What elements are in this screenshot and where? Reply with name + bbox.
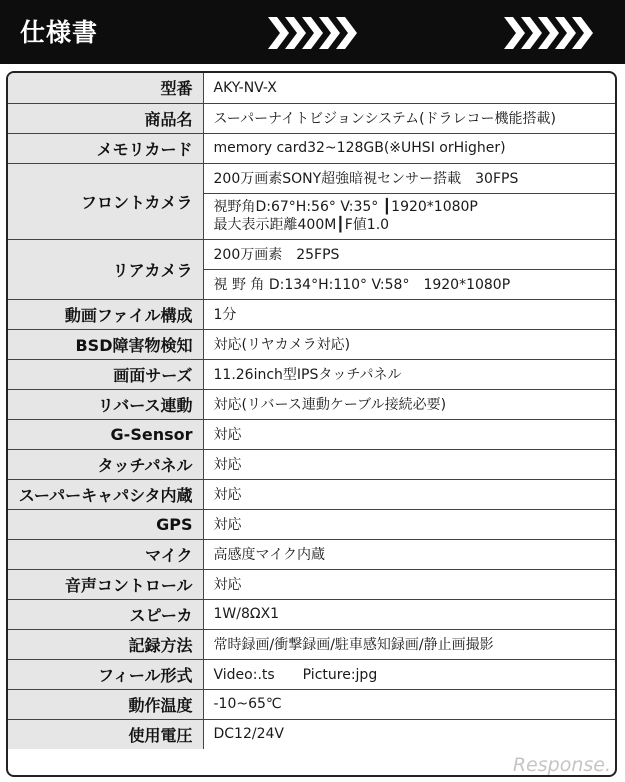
- spec-value: [203, 193, 615, 239]
- table-row: [8, 299, 615, 329]
- spec-value: 視 野 角 D:134°H:110° V:58° 1920*1080P: [203, 269, 615, 299]
- table-row: [8, 133, 615, 163]
- spec-label: GPS: [8, 509, 203, 539]
- header-bar: [0, 0, 625, 64]
- spec-value: 200万画素 25FPS: [203, 239, 615, 269]
- table-row: [8, 239, 615, 269]
- chevrons-icon: [268, 17, 358, 49]
- table-row: [8, 103, 615, 133]
- table-row: [8, 689, 615, 719]
- spec-label: 画面サーズ: [8, 359, 203, 389]
- table-row: [8, 163, 615, 193]
- table-row: [8, 359, 615, 389]
- spec-value: 対応: [203, 479, 615, 509]
- spec-value: -10~65℃: [203, 689, 615, 719]
- spec-label: 記録方法: [8, 629, 203, 659]
- spec-table: [6, 71, 617, 777]
- table-row: [8, 719, 615, 749]
- spec-label: リアカメラ: [8, 239, 203, 299]
- spec-label: フィール形式: [8, 659, 203, 689]
- spec-value: 11.26inch型IPSタッチパネル: [203, 359, 615, 389]
- spec-value: 高感度マイク内蔵: [203, 539, 615, 569]
- table-row: [8, 479, 615, 509]
- spec-value: 対応(リヤカメラ対応): [203, 329, 615, 359]
- spec-value: 1W/8ΩX1: [203, 599, 615, 629]
- spec-value: 対応: [203, 509, 615, 539]
- spec-label: スーパーキャパシタ内蔵: [8, 479, 203, 509]
- table-row: [8, 389, 615, 419]
- table-row: [8, 629, 615, 659]
- spec-value: Video:.ts Picture:jpg: [203, 659, 615, 689]
- table-row: [8, 539, 615, 569]
- page-title: 仕様書: [20, 18, 99, 47]
- spec-value-line: 最大表示距離400M┃F値1.0: [213, 217, 390, 233]
- spec-label: 使用電圧: [8, 719, 203, 749]
- spec-label: 音声コントロール: [8, 569, 203, 599]
- chevrons-icon: [504, 17, 594, 49]
- spec-value: DC12/24V: [213, 726, 284, 743]
- table-row: [8, 419, 615, 449]
- spec-value: AKY-NV-X: [203, 73, 615, 103]
- spec-value-line: 視野角D:67°H:56° V:35° ┃1920*1080P: [213, 199, 478, 215]
- spec-label: 動作温度: [8, 689, 203, 719]
- spec-value: 対応: [203, 449, 615, 479]
- spec-label: メモリカード: [8, 133, 203, 163]
- spec-label: 商品名: [8, 103, 203, 133]
- spec-value: 対応(リバース連動ケーブル接続必要): [203, 389, 615, 419]
- spec-label: フロントカメラ: [8, 163, 203, 239]
- spec-value: スーパーナイトビジョンシステム(ドラレコー機能搭載): [203, 103, 615, 133]
- spec-label: BSD障害物検知: [8, 329, 203, 359]
- spec-label: リバース連動: [8, 389, 203, 419]
- spec-label: 型番: [8, 73, 203, 103]
- spec-value: 対応: [203, 419, 615, 449]
- spec-label: タッチパネル: [8, 449, 203, 479]
- table-row: [8, 73, 615, 103]
- table-row: [8, 569, 615, 599]
- table-row: [8, 659, 615, 689]
- spec-value: 1分: [203, 299, 615, 329]
- spec-value: 対応: [203, 569, 615, 599]
- table-row: [8, 329, 615, 359]
- watermark: Response.: [512, 754, 611, 776]
- spec-label: G-Sensor: [8, 419, 203, 449]
- spec-label: 動画ファイル構成: [8, 299, 203, 329]
- table-row: [8, 449, 615, 479]
- spec-value: 常時録画/衝撃録画/駐車感知録画/静止画撮影: [203, 629, 615, 659]
- spec-value: memory card32~128GB(※UHSI orHigher): [203, 133, 615, 163]
- table-row: [8, 509, 615, 539]
- table-row: [8, 599, 615, 629]
- spec-label: スピーカ: [8, 599, 203, 629]
- spec-value: 200万画素SONY超強暗視センサー搭載 30FPS: [203, 163, 615, 193]
- spec-label: マイク: [8, 539, 203, 569]
